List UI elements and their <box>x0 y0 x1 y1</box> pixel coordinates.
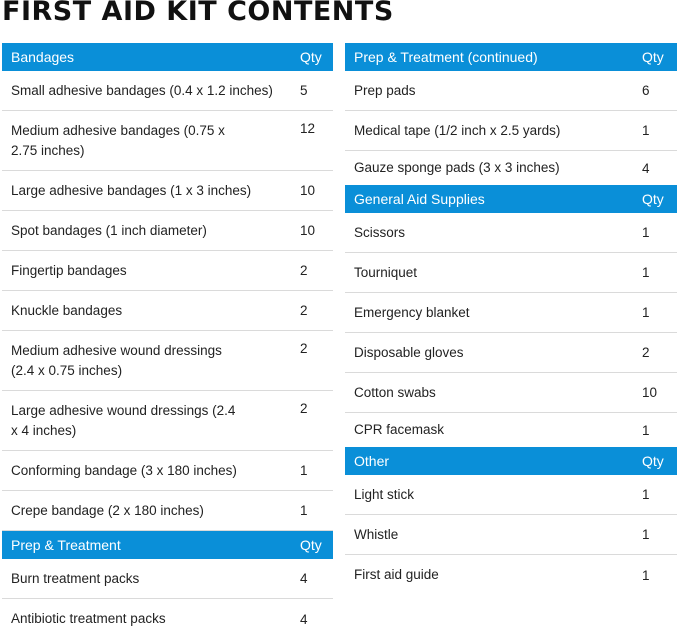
item-qty: 1 <box>642 305 650 320</box>
list-item <box>2 391 333 451</box>
list-item <box>345 515 677 555</box>
list-item <box>2 451 333 491</box>
item-name: Medium adhesive wound dressings (2.4 x 0.75 inches) <box>11 342 222 378</box>
item-qty: 1 <box>642 487 650 502</box>
section-title: Bandages <box>11 49 75 65</box>
item-name: Large adhesive wound dressings (2.4 x 4 inches) <box>11 402 236 438</box>
item-name: Whistle <box>354 526 399 542</box>
section-title: Prep & Treatment (continued) <box>354 49 538 65</box>
list-item <box>2 331 333 391</box>
section-header-general-aid-supplies <box>345 185 677 213</box>
list-item <box>345 373 677 413</box>
item-qty: 1 <box>642 422 650 438</box>
section-title: Other <box>354 453 390 469</box>
item-name: Fingertip bandages <box>11 262 127 278</box>
list-item <box>345 71 677 111</box>
item-qty: 1 <box>642 567 650 583</box>
item-qty: 10 <box>300 183 316 198</box>
item-name: Light stick <box>354 486 415 502</box>
qty-header: Qty <box>300 537 322 553</box>
item-qty: 1 <box>642 527 650 542</box>
item-name: CPR facemask <box>354 422 445 437</box>
section-header-prep-treatment-continued <box>345 43 677 71</box>
section-title: General Aid Supplies <box>354 191 485 207</box>
page-title: FIRST AID KIT CONTENTS <box>2 0 394 27</box>
qty-header: Qty <box>642 49 664 65</box>
item-name: Emergency blanket <box>354 304 470 320</box>
left-column <box>2 43 333 639</box>
item-name: Medium adhesive bandages (0.75 x 2.75 inches) <box>11 122 225 158</box>
item-qty: 4 <box>300 611 308 627</box>
item-name: First aid guide <box>354 567 439 582</box>
list-item <box>2 211 333 251</box>
list-item <box>2 111 333 171</box>
section-header-prep-treatment <box>2 531 333 559</box>
item-name: Tourniquet <box>354 264 418 280</box>
item-name: Conforming bandage (3 x 180 inches) <box>11 462 237 478</box>
item-name: Medical tape (1/2 inch x 2.5 yards) <box>354 122 561 138</box>
item-name: Scissors <box>354 224 406 240</box>
list-item <box>345 253 677 293</box>
item-qty: 2 <box>642 345 650 360</box>
list-item <box>345 111 677 151</box>
item-qty: 2 <box>300 341 308 356</box>
item-qty: 6 <box>642 83 650 98</box>
list-item <box>2 599 333 639</box>
item-qty: 12 <box>300 121 316 136</box>
list-item <box>345 475 677 515</box>
list-item <box>345 293 677 333</box>
item-qty: 1 <box>300 463 308 478</box>
item-qty: 10 <box>642 385 658 400</box>
right-column <box>345 43 677 595</box>
section-header-other <box>345 447 677 475</box>
item-name: Disposable gloves <box>354 344 464 360</box>
item-name: Large adhesive bandages (1 x 3 inches) <box>11 182 252 198</box>
list-item <box>2 291 333 331</box>
item-qty: 1 <box>642 123 650 138</box>
item-qty: 1 <box>300 503 308 518</box>
item-name: Crepe bandage (2 x 180 inches) <box>11 502 204 518</box>
item-name: Burn treatment packs <box>11 570 140 586</box>
item-name: Knuckle bandages <box>11 302 123 318</box>
qty-header: Qty <box>300 49 322 65</box>
list-item <box>345 333 677 373</box>
qty-header: Qty <box>642 191 664 207</box>
list-item <box>2 559 333 599</box>
qty-header: Qty <box>642 453 664 469</box>
list-item <box>345 213 677 253</box>
item-qty: 2 <box>300 263 308 278</box>
list-item <box>2 491 333 531</box>
item-name: Spot bandages (1 inch diameter) <box>11 222 207 238</box>
section-header-bandages <box>2 43 333 71</box>
item-name: Cotton swabs <box>354 384 436 400</box>
item-qty: 1 <box>642 225 650 240</box>
item-qty: 1 <box>642 265 650 280</box>
item-qty: 5 <box>300 83 308 98</box>
list-item <box>345 413 677 447</box>
item-name: Small adhesive bandages (0.4 x 1.2 inches) <box>11 82 273 98</box>
item-qty: 10 <box>300 223 316 238</box>
item-qty: 4 <box>300 571 308 586</box>
list-item <box>345 151 677 185</box>
item-qty: 4 <box>642 160 650 176</box>
item-name: Prep pads <box>354 82 416 98</box>
item-name: Antibiotic treatment packs <box>11 611 166 626</box>
item-qty: 2 <box>300 303 308 318</box>
list-item <box>2 71 333 111</box>
section-title: Prep & Treatment <box>11 537 121 553</box>
item-qty: 2 <box>300 401 308 416</box>
list-item <box>2 251 333 291</box>
item-name: Gauze sponge pads (3 x 3 inches) <box>354 160 560 175</box>
list-item <box>2 171 333 211</box>
list-item <box>345 555 677 595</box>
